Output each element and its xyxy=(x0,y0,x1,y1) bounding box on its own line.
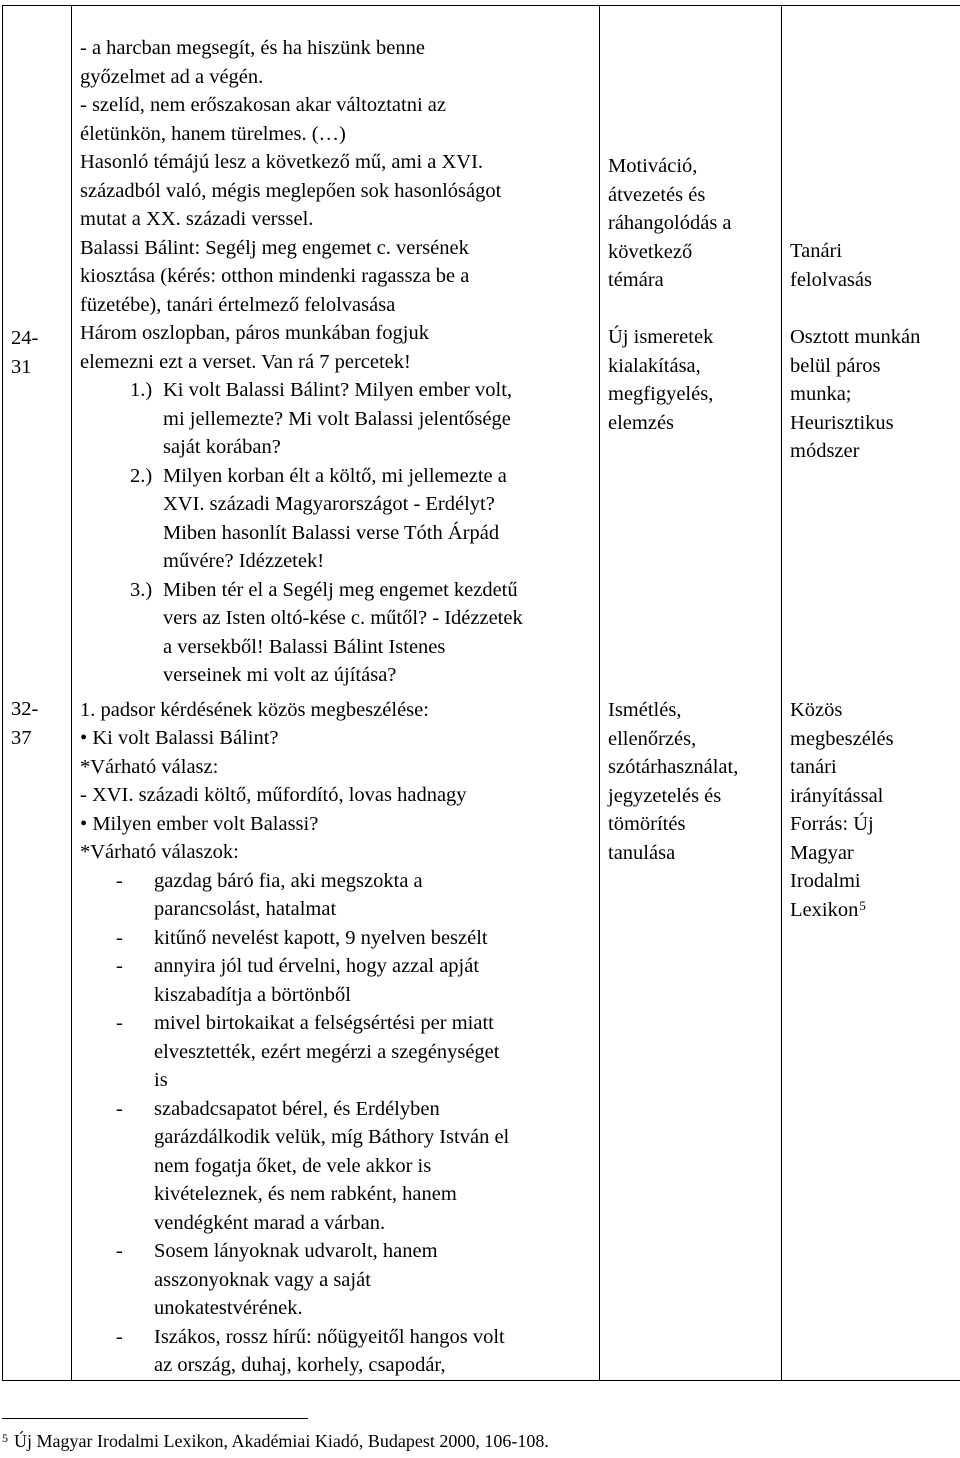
goal-line: ellenőrzés, xyxy=(608,727,697,750)
content-line: - a harcban megsegít, és ha hiszünk benne xyxy=(80,37,425,59)
goal-line: jegyzetelés és xyxy=(608,784,722,807)
dash-icon: - xyxy=(116,1240,123,1262)
list-item-line: az ország, duhaj, korhely, csapodár, xyxy=(154,1354,446,1376)
numbered-question xyxy=(80,576,599,690)
bullet-icon: • xyxy=(80,812,88,835)
content-line: Három oszlopban, páros munkában fogjuk xyxy=(80,322,429,344)
list-item-line: is xyxy=(154,1069,168,1091)
content-line: életünkön, hanem türelmes. (…) xyxy=(80,122,346,145)
dash-list xyxy=(80,867,599,1380)
dash-icon: - xyxy=(116,1325,123,1348)
method-line: belül páros xyxy=(790,354,881,377)
list-item xyxy=(80,1237,599,1323)
goal-line: szótárhasználat, xyxy=(608,756,739,778)
list-item-line: nem fogatja őket, de vele akkor is xyxy=(154,1154,432,1177)
list-item-line: vendégként marad a várban. xyxy=(154,1211,386,1234)
question-line: saját korában? xyxy=(163,436,281,458)
bullet-text: Milyen ember volt Balassi? xyxy=(92,812,319,835)
content-line: mutat a XX. századi verssel. xyxy=(80,208,314,230)
question-number: 2.) xyxy=(130,464,153,487)
time-end: 37 xyxy=(11,726,32,749)
list-item-line: asszonyoknak vagy a saját xyxy=(154,1268,371,1291)
list-item-line: kiszabadítja a börtönből xyxy=(154,983,351,1006)
question-line: Ki volt Balassi Bálint? Milyen ember volt, xyxy=(163,379,513,401)
goal-line: témára xyxy=(608,269,664,291)
question-line: művére? Idézzetek! xyxy=(163,550,325,572)
method-line: Közös xyxy=(790,699,843,721)
time-block-32-37 xyxy=(11,695,38,752)
question-line: Miben hasonlít Balassi verse Tóth Árpád xyxy=(163,521,500,544)
question-line: a versekből! Balassi Bálint Istenes xyxy=(163,635,446,658)
list-item-line: parancsolást, hatalmat xyxy=(154,898,337,920)
list-item-line: mivel birtokaikat a felségsértési per miatt xyxy=(154,1012,494,1034)
time-start: 24- xyxy=(11,327,39,349)
expected-answer: - XVI. századi költő, műfordító, lovas hadnagy xyxy=(80,784,467,806)
expected-answer-label: *Várható válaszok: xyxy=(80,841,239,863)
list-item-line: Iszákos, rossz hírű: nőügyeitől hangos volt xyxy=(154,1325,505,1348)
question-line: Milyen korban élt a költő, mi jellemezte a xyxy=(163,464,507,487)
content-column-cell xyxy=(72,6,600,1381)
content-line: elemezni ezt a verset. Van rá 7 percetek! xyxy=(80,350,411,373)
time-column-cell xyxy=(3,6,72,1381)
list-item-line: szabadcsapatot bérel, és Erdélyben xyxy=(154,1097,440,1120)
footnote-text: Új Magyar Irodalmi Lexikon, Akadémiai Kiadó, Budapest 2000, 106-108. xyxy=(14,1431,549,1451)
goal-line: megfigyelés, xyxy=(608,383,714,405)
goals-column-cell xyxy=(600,6,782,1381)
goal-line: kialakítása, xyxy=(608,354,701,377)
table-row xyxy=(3,6,960,1381)
list-item-line: garázdálkodik velük, míg Báthory István el xyxy=(154,1126,510,1148)
method-line: irányítással xyxy=(790,784,884,807)
footnote-mark: 5 xyxy=(2,1431,8,1445)
goal-block xyxy=(608,696,738,867)
question-number: 1.) xyxy=(130,379,153,401)
goal-line: Ismétlés, xyxy=(608,699,682,721)
dash-icon: - xyxy=(116,926,123,949)
goal-line: Motiváció, xyxy=(608,155,698,177)
content-line: Hasonló témájú lesz a következő mű, ami a XVI. xyxy=(80,151,484,173)
goal-line: átvezetés és xyxy=(608,183,706,206)
content-line: győzelmet ad a végén. xyxy=(80,65,264,88)
method-line: Heurisztikus xyxy=(790,411,894,434)
content-line: füzetébe), tanári értelmező felolvasása xyxy=(80,293,396,316)
method-line-with-ref xyxy=(790,896,894,925)
method-line: tanári xyxy=(790,756,837,778)
numbered-question xyxy=(80,376,599,462)
list-item xyxy=(80,1095,599,1238)
method-line: Osztott munkán xyxy=(790,326,921,348)
method-line: Tanári xyxy=(790,240,843,262)
goal-line: tanulása xyxy=(608,841,676,864)
dash-icon: - xyxy=(116,869,123,892)
goal-block xyxy=(608,323,713,437)
goal-line: tömörítés xyxy=(608,813,686,835)
method-line: Irodalmi xyxy=(790,870,861,892)
dash-icon: - xyxy=(116,1012,123,1034)
list-item-line: gazdag báró fia, aki megszokta a xyxy=(154,869,423,892)
goal-line: Új ismeretek xyxy=(608,326,714,348)
list-item-line: kivételeznek, és nem rabként, hanem xyxy=(154,1183,457,1205)
dash-icon: - xyxy=(116,955,123,977)
method-block xyxy=(790,696,894,924)
list-item-line: annyira jól tud érvelni, hogy azzal apját xyxy=(154,955,480,977)
goal-line: következő xyxy=(608,240,693,263)
numbered-question xyxy=(80,462,599,576)
discussion-heading: 1. padsor kérdésének közös megbeszélése: xyxy=(80,698,429,721)
content-line: századból való, mégis meglepően sok hasonlóságot xyxy=(80,179,502,202)
content-line: kiosztása (kérés: otthon mindenki ragassza be a xyxy=(80,265,470,287)
list-item-line: elvesztették, ezért megérzi a szegénységet xyxy=(154,1040,500,1063)
method-line: felolvasás xyxy=(790,268,872,291)
bullet-question xyxy=(80,810,599,839)
dash-icon: - xyxy=(116,1097,123,1120)
question-line: mi jellemezte? Mi volt Balassi jelentősége xyxy=(163,407,511,430)
method-block xyxy=(790,323,920,466)
bullet-text: Ki volt Balassi Bálint? xyxy=(92,727,279,749)
method-line: Magyar xyxy=(790,841,854,864)
footnote xyxy=(2,1430,549,1452)
bullet-icon: • xyxy=(80,727,88,749)
method-line: módszer xyxy=(790,440,860,462)
list-item xyxy=(80,924,599,953)
bullet-question xyxy=(80,724,599,753)
question-line: Miben tér el a Segélj meg engemet kezdetű xyxy=(163,578,518,601)
time-block-24-31 xyxy=(11,324,38,381)
lesson-plan-table xyxy=(2,5,960,1381)
list-item xyxy=(80,1323,599,1380)
methods-column-cell xyxy=(782,6,960,1381)
content-line: - szelíd, nem erőszakosan akar változtatni az xyxy=(80,94,446,116)
method-line: Lexikon xyxy=(790,898,859,921)
question-line: XVI. századi Magyarországot - Erdélyt? xyxy=(163,493,495,515)
list-item xyxy=(80,867,599,924)
method-line: Forrás: Új xyxy=(790,813,874,835)
goal-line: ráhangolódás a xyxy=(608,212,732,234)
method-line: megbeszélés xyxy=(790,727,894,750)
goal-line: elemzés xyxy=(608,411,675,434)
goal-block xyxy=(608,152,732,295)
time-start: 32- xyxy=(11,698,39,720)
method-block xyxy=(790,237,872,294)
question-line: verseinek mi volt az újítása? xyxy=(163,664,397,686)
list-item-line: Sosem lányoknak udvarolt, hanem xyxy=(154,1240,438,1262)
time-end: 31 xyxy=(11,355,32,378)
content-line: Balassi Bálint: Segélj meg engemet c. versének xyxy=(80,236,469,259)
list-item-line: unokatestvérének. xyxy=(154,1297,303,1319)
discussion-section xyxy=(80,696,599,1380)
expected-answer-label: *Várható válasz: xyxy=(80,755,219,778)
question-number: 3.) xyxy=(130,578,153,601)
footnote-separator xyxy=(2,1418,308,1419)
question-line: vers az Isten oltó-kése c. műtől? - Idézzetek xyxy=(163,607,523,629)
footnote-reference[interactable]: 5 xyxy=(859,897,866,913)
list-item xyxy=(80,952,599,1009)
method-line: munka; xyxy=(790,383,852,405)
list-item-line: kitűnő nevelést kapott, 9 nyelven beszélt xyxy=(154,926,488,949)
list-item xyxy=(80,1009,599,1095)
